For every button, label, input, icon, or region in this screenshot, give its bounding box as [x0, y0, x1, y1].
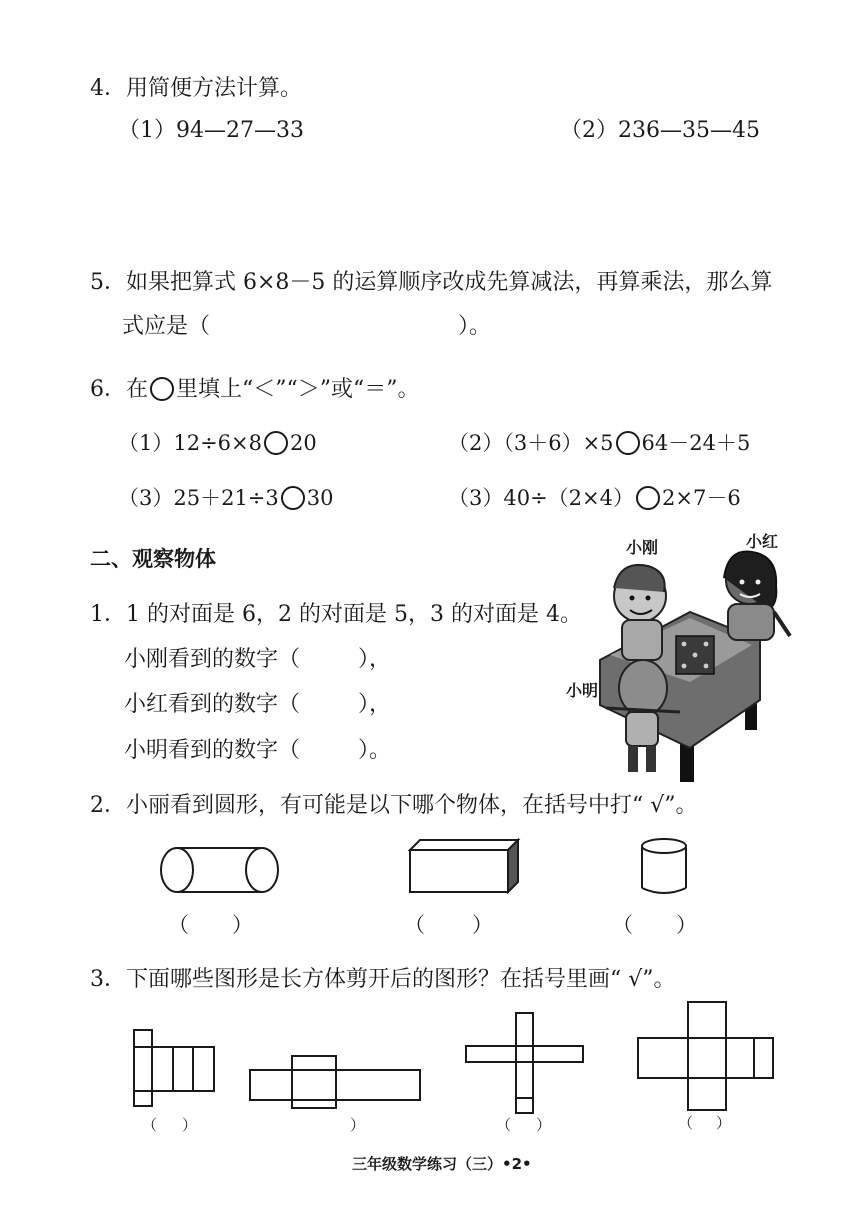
- name-label-xiaogang: 小刚: [626, 538, 659, 557]
- q6-title-end: 里填上“＜”“＞”或“＝”。: [176, 377, 420, 402]
- s2q1-answer1: [124, 649, 391, 671]
- net-shape-4: [638, 1002, 773, 1110]
- q5-line2-end: ）。: [458, 314, 492, 339]
- bracket-close: ）: [676, 913, 697, 937]
- q6-title: [90, 377, 419, 401]
- s2q1-title: 1．1 的对面是 6，2 的对面是 5，3 的对面是 4。: [90, 602, 582, 627]
- q6-item4-left: （3）40÷（2×4）: [448, 486, 634, 510]
- q6-item4-right: 2×7－6: [662, 486, 741, 510]
- die-icon: [676, 636, 714, 674]
- table-surface: [610, 618, 752, 682]
- section-title: 二、观察物体: [90, 547, 216, 571]
- bracket-close: ）: [232, 913, 253, 937]
- upright-cylinder-shape: [642, 839, 686, 893]
- s2q2-title: 2．小丽看到圆形，有可能是以下哪个物体，在括号中打“ √”。: [90, 793, 698, 818]
- page-footer: 三年级数学练习（三）•2•: [352, 1155, 532, 1173]
- q5-line2-start: 式应是（: [122, 314, 211, 339]
- bracket-open: （: [142, 1116, 158, 1134]
- q5-line1: 5．如果把算式 6×8－5 的运算顺序改成先算减法，再算乘法，那么算: [90, 270, 773, 295]
- s2q1-answer1-end: ），: [358, 647, 392, 672]
- bracket-open: （: [678, 1114, 694, 1132]
- bracket-open: （: [496, 1116, 512, 1134]
- s2q3-title: 3．下面哪些图形是长方体剪开后的图形？在括号里画“ √”。: [90, 967, 676, 992]
- q6-title-start: 6．在: [90, 377, 148, 402]
- name-label-xiaohong: 小红: [746, 532, 779, 551]
- q6-item3-left: （3）25＋21÷3: [118, 486, 279, 510]
- q6-item1-left: （1）12÷6×8: [118, 431, 262, 455]
- circle-blank-icon: [150, 377, 174, 401]
- q6-item2-right: 64－24＋5: [641, 431, 751, 455]
- q6-item1-right: 20: [290, 431, 317, 455]
- name-label-xiaoming: 小明: [566, 681, 599, 700]
- table-top: [600, 612, 760, 748]
- bracket-close: ）: [716, 1114, 732, 1132]
- bracket-open: （: [168, 913, 189, 937]
- s2q1-answer2-label: 小红看到的数字（: [124, 692, 301, 717]
- boy-xiaogang-figure: [614, 565, 666, 660]
- q4-part2: （2）236—35—45: [560, 118, 760, 143]
- q6-item3: [118, 486, 334, 510]
- girl-xiaohong-figure: [724, 552, 790, 640]
- q4-part1: （1）94—27—33: [118, 118, 304, 143]
- horizontal-cylinder-shape: [161, 848, 278, 892]
- s2q1-answer3-label: 小明看到的数字（: [124, 738, 301, 763]
- s2q1-answer2-end: ），: [358, 692, 392, 717]
- s2q1-answer3-end: ）。: [358, 738, 392, 763]
- answer-circle[interactable]: [636, 486, 660, 510]
- bracket-close: ）: [472, 913, 493, 937]
- s2q1-answer2: [124, 694, 391, 716]
- answer-circle[interactable]: [281, 486, 305, 510]
- boy-xiaoming-figure: [606, 660, 680, 772]
- s2q1-answer1-label: 小刚看到的数字（: [124, 647, 301, 672]
- table-leg: [680, 730, 694, 782]
- q4-title: 4．用简便方法计算。: [90, 76, 302, 101]
- q6-item2: [448, 431, 750, 455]
- answer-circle[interactable]: [616, 431, 640, 455]
- bracket-open: （: [404, 913, 425, 937]
- q6-item3-right: 30: [306, 486, 334, 510]
- bracket-close: ）: [182, 1116, 198, 1134]
- bracket-close: ）: [536, 1116, 552, 1134]
- bracket-open: （: [612, 913, 633, 937]
- bracket-close: ）: [350, 1116, 366, 1134]
- q6-item1: [118, 431, 317, 455]
- q6-item2-left: （2）（3＋6）×5: [448, 431, 614, 455]
- q6-item4: [448, 486, 741, 510]
- answer-circle[interactable]: [264, 431, 288, 455]
- table-leg: [745, 700, 757, 730]
- cuboid-shape: [410, 840, 518, 892]
- s2q1-answer3: [124, 740, 391, 762]
- net-shape-3: [466, 1013, 583, 1113]
- net-shape-2: [250, 1056, 420, 1108]
- net-shape-1: [134, 1030, 214, 1106]
